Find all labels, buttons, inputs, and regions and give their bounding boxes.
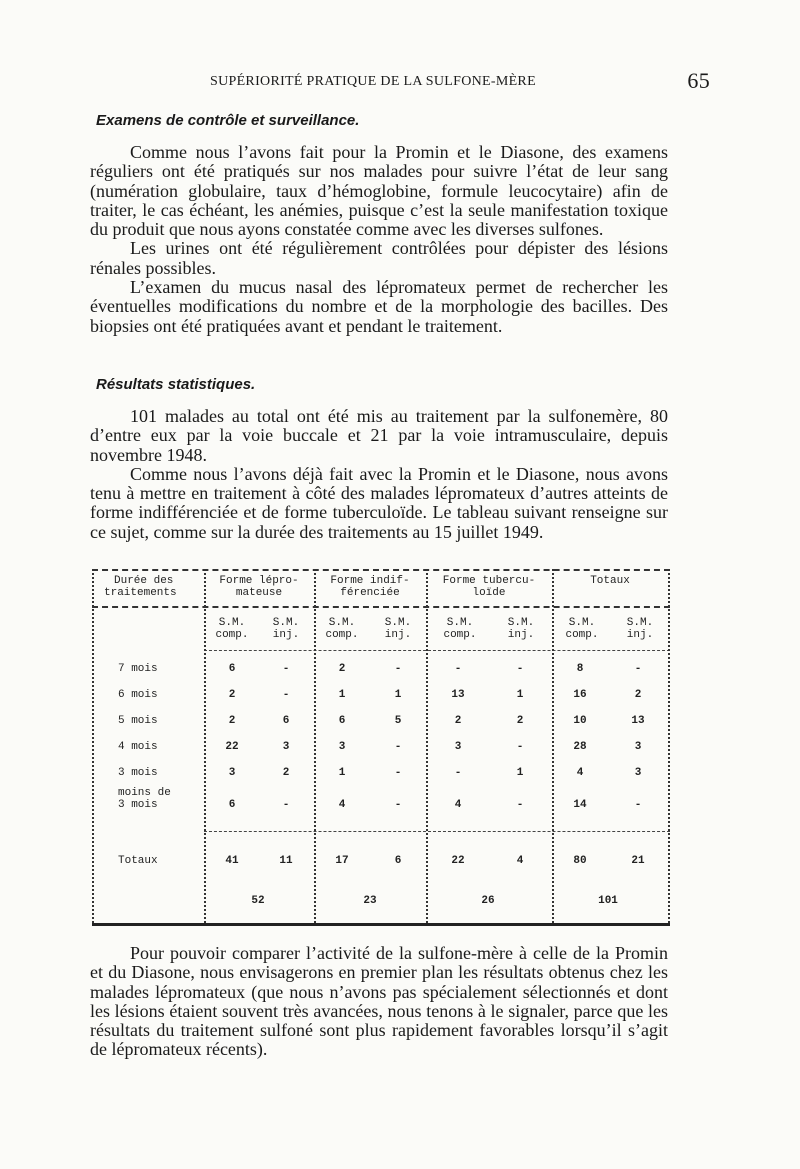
section-heading-controle: Examens de contrôle et surveillance. — [96, 112, 360, 129]
table-cell: - — [394, 799, 402, 811]
group-sum-cell: 23 — [363, 895, 377, 907]
totals-cell: 21 — [631, 855, 645, 867]
table-cell: - — [454, 663, 462, 675]
table-rule-totals — [204, 831, 670, 832]
totals-cell: 80 — [573, 855, 587, 867]
group-header-totaux: Totaux — [590, 575, 630, 587]
paragraph: Pour pouvoir comparer l’activité de la sulfone-mère à celle de la Promin et du Diasone, nous envisagerons en premier plan les résultats obtenus chez les malades lépromateux (que nous n’avons pas spécialement sélectionnés et dont les lésions étaient souvent très avancées, nous tenons à le signaler, parce que les résultats du traitement sulfoné sont plus rapidement favorables lorsqu’il s’agit de lépromateux récents). — [90, 943, 668, 1060]
subheader-comp: S.M. — [328, 617, 356, 629]
subheader-inj-line2: inj. — [626, 629, 654, 641]
table-cell: 3 — [634, 767, 642, 779]
table-cell: 1 — [516, 689, 524, 701]
group-header-tuberculoide: Forme tubercu- — [442, 575, 536, 587]
table-cell: 4 — [454, 799, 462, 811]
group-header-lepromateuse: Forme lépro- — [219, 575, 299, 587]
page-number: 65 — [687, 68, 710, 93]
table-cell: 3 — [454, 741, 462, 753]
table-cell: - — [282, 663, 290, 675]
subheader-comp: S.M. — [446, 617, 474, 629]
group-sum-cell: 52 — [251, 895, 265, 907]
subheader-comp-line2: comp. — [565, 629, 599, 641]
subheader-inj: S.M. — [272, 617, 300, 629]
table-cell: 13 — [631, 715, 645, 727]
subheader-comp: S.M. — [568, 617, 596, 629]
group-header-tuberculoide-line2: loïde — [472, 587, 506, 599]
table-cell: 13 — [451, 689, 465, 701]
table-cell: 4 — [338, 799, 346, 811]
table-cell: - — [394, 767, 402, 779]
section-controle-text — [90, 143, 668, 336]
duration-header-line2: traitements — [104, 587, 177, 599]
table-cell: 6 — [228, 663, 236, 675]
table-rule-bottom — [92, 923, 670, 926]
table-border-right — [668, 569, 670, 923]
table-cell: 2 — [516, 715, 524, 727]
group-header-indifferenciee-line2: férenciée — [340, 587, 400, 599]
table-cell: - — [282, 799, 290, 811]
table-cell: 3 — [634, 741, 642, 753]
table-cell: 10 — [573, 715, 587, 727]
table-rule-top — [92, 569, 670, 571]
section-resultats-text — [90, 407, 668, 542]
table-cell: - — [454, 767, 462, 779]
table-cell: 28 — [573, 741, 587, 753]
totals-cell: 22 — [451, 855, 465, 867]
subheader-comp-line2: comp. — [325, 629, 359, 641]
running-title: SUPÉRIORITÉ PRATIQUE DE LA SULFONE-MÈRE — [210, 74, 536, 89]
totals-cell: 41 — [225, 855, 239, 867]
totals-cell: 4 — [516, 855, 524, 867]
group-header-indifferenciee: Forme indif- — [330, 575, 410, 587]
table-cell: - — [394, 663, 402, 675]
subheader-inj-line2: inj. — [384, 629, 412, 641]
table-cell: 2 — [454, 715, 462, 727]
table-cell: 16 — [573, 689, 587, 701]
table-cell: 1 — [394, 689, 402, 701]
table-cell: - — [634, 799, 642, 811]
paragraph: L’examen du mucus nasal des lépromateux permet de rechercher les éventuelles modifications du nombre et de la morphologie des bacilles. Des biopsies ont été pratiquées avant et pendant le traitement. — [90, 277, 668, 336]
table-cell: 2 — [634, 689, 642, 701]
table-cell: 4 — [576, 767, 584, 779]
table-rule-head — [92, 606, 670, 608]
subheader-inj-line2: inj. — [507, 629, 535, 641]
subheader-inj: S.M. — [626, 617, 654, 629]
table-cell: - — [634, 663, 642, 675]
paragraph: Comme nous l’avons déjà fait avec la Promin et le Diasone, nous avons tenu à mettre en traitement à côté des malades lépromateux d’autres atteints de forme indifférenciée et de forme tuberculoïde. Le tableau suivant renseigne sur ce sujet, comme sur la durée des traitements au 15 juillet 1949. — [90, 463, 668, 542]
paragraph: Comme nous l’avons fait pour la Promin et le Diasone, des examens réguliers ont été pratiqués sur nos malades pour suivre l’état de leur sang (numération globulaire, taux d’hémoglobine, formule leucocytaire) afin de traiter, le cas échéant, les anémies, puisque c’est la seule manifestation toxique du produit que nous ayons constatée comme avec les diverses sulfones. — [90, 142, 668, 240]
totals-cell: 6 — [394, 855, 402, 867]
table-separator — [426, 569, 428, 923]
subheader-inj: S.M. — [384, 617, 412, 629]
group-header-lepromateuse-line2: mateuse — [235, 587, 283, 599]
table-cell: 2 — [228, 689, 236, 701]
row-label: 3 mois — [118, 799, 158, 811]
group-sum-cell: 26 — [481, 895, 495, 907]
totals-label: Totaux — [118, 855, 158, 867]
table-cell: 22 — [225, 741, 239, 753]
table-cell: 2 — [338, 663, 346, 675]
row-label: 6 mois — [118, 689, 158, 701]
table-cell: - — [282, 689, 290, 701]
subheader-inj-line2: inj. — [272, 629, 300, 641]
row-label: moins de — [118, 787, 171, 799]
table-cell: 6 — [228, 799, 236, 811]
table-cell: - — [516, 741, 524, 753]
row-label: 5 mois — [118, 715, 158, 727]
table-cell: - — [394, 741, 402, 753]
table-cell: 3 — [228, 767, 236, 779]
table-cell: 14 — [573, 799, 587, 811]
subheader-comp-line2: comp. — [215, 629, 249, 641]
table-cell: 3 — [282, 741, 290, 753]
table-cell: - — [516, 799, 524, 811]
table-cell: 6 — [338, 715, 346, 727]
table-cell: 8 — [576, 663, 584, 675]
section-heading-resultats: Résultats statistiques. — [96, 376, 256, 393]
table-rule-subheader — [204, 650, 670, 651]
subheader-inj: S.M. — [507, 617, 535, 629]
row-label: 4 mois — [118, 741, 158, 753]
duration-header-line1: Durée des — [114, 575, 174, 587]
row-label: 3 mois — [118, 767, 158, 779]
table-cell: - — [516, 663, 524, 675]
paragraph: 101 malades au total ont été mis au traitement par la sulfonemère, 80 d’entre eux par la voie buccale et 21 par la voie intramusculaire, depuis novembre 1948. — [90, 406, 668, 465]
table-cell: 1 — [338, 689, 346, 701]
totals-cell: 11 — [279, 855, 293, 867]
totals-cell: 17 — [335, 855, 349, 867]
table-cell: 1 — [338, 767, 346, 779]
table-cell: 2 — [228, 715, 236, 727]
table-cell: 5 — [394, 715, 402, 727]
subheader-comp: S.M. — [218, 617, 246, 629]
table-border-left — [92, 569, 94, 923]
group-sum-cell: 101 — [598, 895, 618, 907]
table-cell: 6 — [282, 715, 290, 727]
subheader-comp-line2: comp. — [443, 629, 477, 641]
row-label: 7 mois — [118, 663, 158, 675]
closing-text — [90, 944, 668, 1060]
table-cell: 3 — [338, 741, 346, 753]
table-cell: 1 — [516, 767, 524, 779]
statistics-table — [92, 565, 670, 927]
table-cell: 2 — [282, 767, 290, 779]
paragraph: Les urines ont été régulièrement contrôlées pour dépister des lésions rénales possibles. — [90, 238, 668, 278]
